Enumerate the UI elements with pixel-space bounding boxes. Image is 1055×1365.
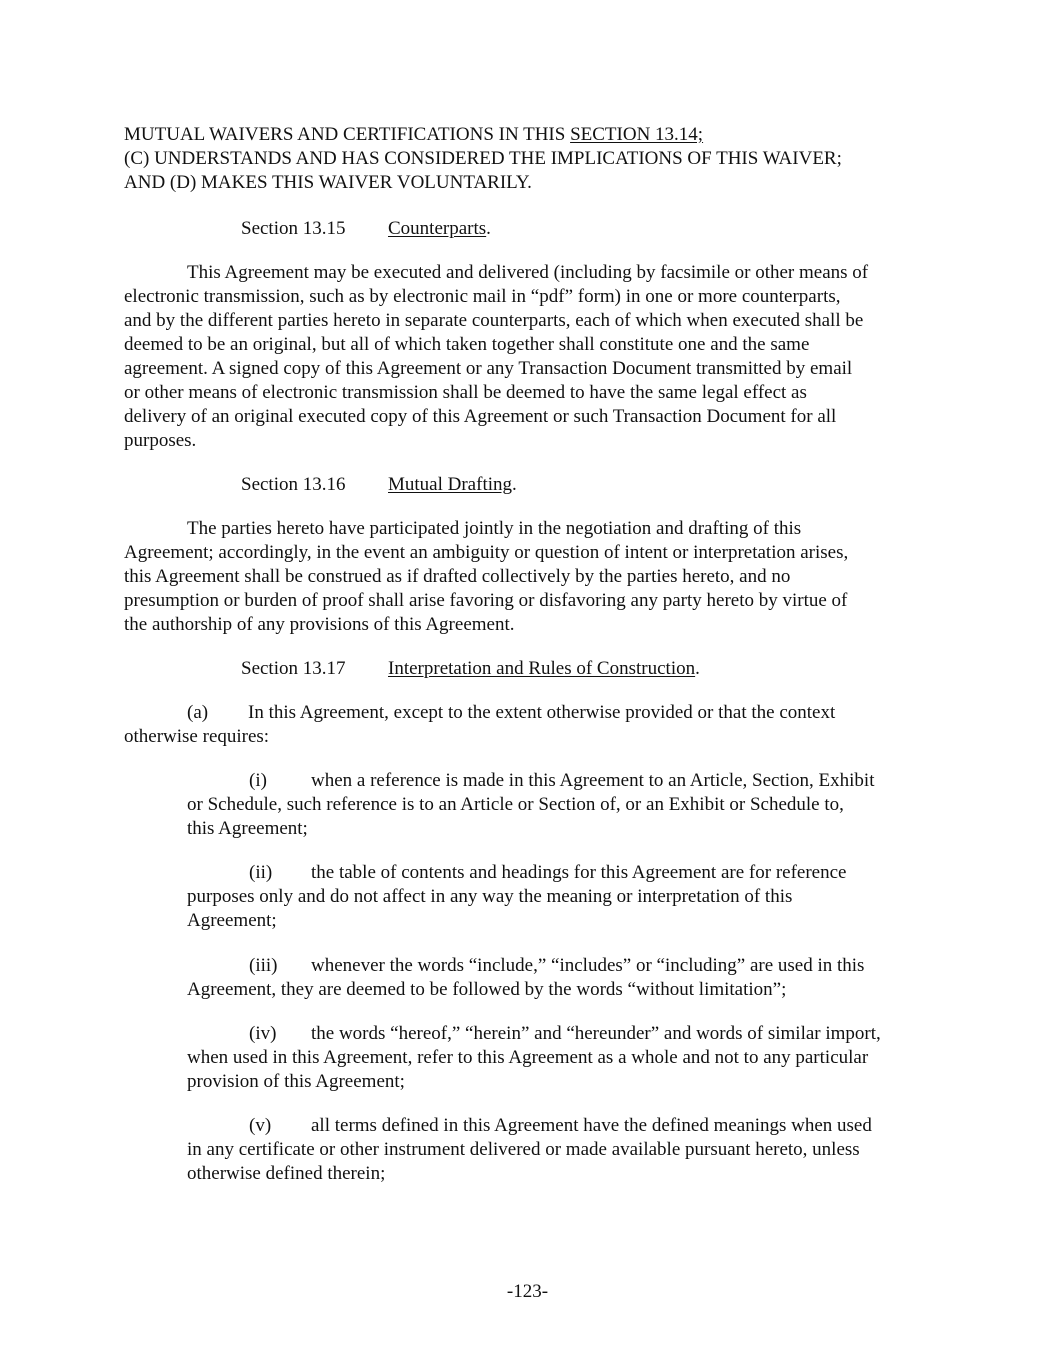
paragraph-line: this Agreement shall be construed as if drafted collectively by the parties hereto, and no [124, 566, 791, 587]
paragraph-line: provision of this Agreement; [187, 1071, 405, 1092]
paragraph-line: This Agreement may be executed and delivered (including by facsimile or other means of [187, 262, 869, 283]
paragraph-line: or other means of electronic transmission shall be deemed to have the same legal effect as [124, 382, 807, 403]
section-number: Section 13.17 [241, 658, 346, 679]
section-number: Section 13.15 [241, 218, 346, 239]
clause-label: (v) [249, 1115, 272, 1136]
paragraph-line: all terms defined in this Agreement have the defined meanings when used [311, 1115, 872, 1136]
paragraph-line: electronic transmission, such as by electronic mail in “pdf” form) in one or more counterparts, [124, 286, 841, 307]
clause-label: (ii) [249, 862, 273, 883]
paragraph-line: deemed to be an original, but all of which taken together shall constitute one and the same [124, 334, 810, 355]
paragraph-line: The parties hereto have participated jointly in the negotiation and drafting of this [187, 518, 802, 539]
clause-label: (i) [249, 770, 267, 791]
paragraph-line: when a reference is made in this Agreement to an Article, Section, Exhibit [311, 770, 875, 791]
section-title: Mutual Drafting [388, 474, 513, 495]
page-number: -123- [506, 1281, 549, 1302]
paragraph-line: the table of contents and headings for this Agreement are for reference [311, 862, 847, 883]
paragraph-line: purposes only and do not affect in any way the meaning or interpretation of this [187, 886, 793, 907]
paragraph-line: Agreement, they are deemed to be followed by the words “without limitation”; [187, 979, 787, 1000]
paragraph-line: this Agreement; [187, 818, 308, 839]
paragraph-line: in any certificate or other instrument delivered or made available pursuant hereto, unless [187, 1139, 860, 1160]
waiver-line: (C) UNDERSTANDS AND HAS CONSIDERED THE IMPLICATIONS OF THIS WAIVER; [124, 148, 842, 169]
waiver-line [124, 123, 703, 147]
section-number: Section 13.16 [241, 474, 346, 495]
period: . [512, 474, 517, 495]
section-reference: SECTION 13.14; [570, 124, 704, 145]
paragraph-line: Agreement; [187, 910, 277, 931]
section-title: Interpretation and Rules of Construction [388, 658, 696, 679]
paragraph-line: the words “hereof,” “herein” and “hereunder” and words of similar import, [311, 1023, 881, 1044]
paragraph-line: and by the different parties hereto in separate counterparts, each of which when executed shall be [124, 310, 864, 331]
clause-label: (iii) [249, 955, 278, 976]
waiver-line: AND (D) MAKES THIS WAIVER VOLUNTARILY. [124, 172, 532, 193]
paragraph-line: or Schedule, such reference is to an Article or Section of, or an Exhibit or Schedule to, [187, 794, 844, 815]
clause-label: (a) [187, 702, 209, 723]
paragraph-line: otherwise defined therein; [187, 1163, 386, 1184]
paragraph-line: otherwise requires: [124, 726, 270, 747]
paragraph-line: the authorship of any provisions of this Agreement. [124, 614, 515, 635]
paragraph-line: agreement. A signed copy of this Agreement or any Transaction Document transmitted by email [124, 358, 853, 379]
section-title: Counterparts [388, 218, 487, 239]
paragraph-line: presumption or burden of proof shall arise favoring or disfavoring any party hereto by virtue of [124, 590, 848, 611]
paragraph-line: purposes. [124, 430, 197, 451]
paragraph-line: when used in this Agreement, refer to this Agreement as a whole and not to any particular [187, 1047, 869, 1068]
period: . [486, 218, 491, 239]
period: . [695, 658, 700, 679]
paragraph-line: whenever the words “include,” “includes” or “including” are used in this [311, 955, 865, 976]
paragraph-line: In this Agreement, except to the extent otherwise provided or that the context [248, 702, 836, 723]
paragraph-line: delivery of an original executed copy of this Agreement or such Transaction Document for all [124, 406, 837, 427]
text: MUTUAL WAIVERS AND CERTIFICATIONS IN THIS [124, 124, 571, 145]
clause-label: (iv) [249, 1023, 277, 1044]
paragraph-line: Agreement; accordingly, in the event an ambiguity or question of intent or interpretation arises, [124, 542, 849, 563]
